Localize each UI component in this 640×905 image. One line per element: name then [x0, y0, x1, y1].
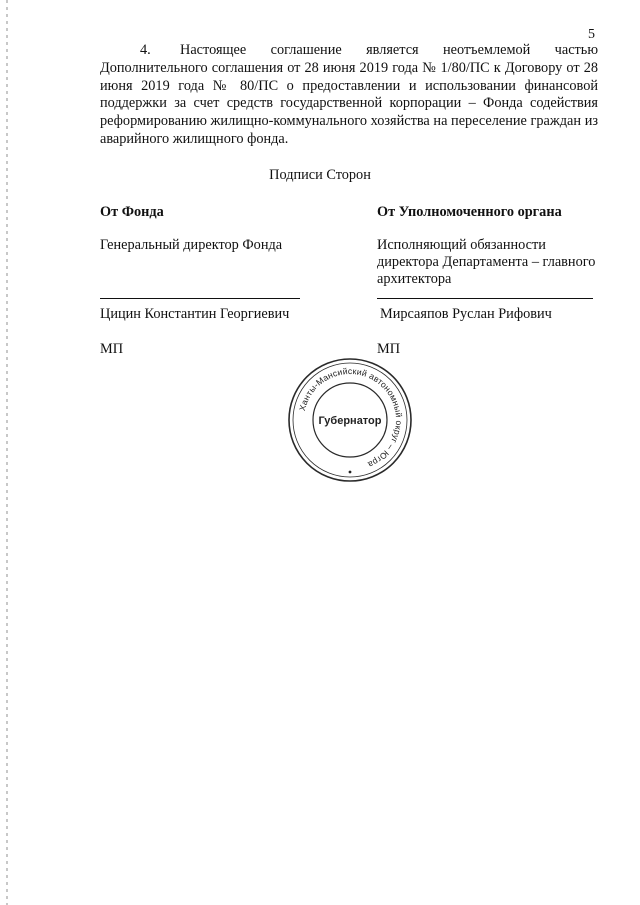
right-seal-mark: МП: [377, 341, 401, 357]
right-party-heading: От Уполномоченного органа: [377, 204, 562, 220]
official-stamp: [286, 356, 414, 484]
stamp-dot-icon: [349, 471, 352, 474]
signatures-title: Подписи Сторон: [269, 167, 371, 183]
left-signature-line: [100, 298, 300, 299]
clause-text: Настоящее соглашение является неотъемлемой частью Дополнительного соглашения от 28 июня 2019 года № 1/80/ПС к Договору от 28 июня 2019 года № 80/ПС о предоставлении и использовании финансовой поддержки за счет средств государственной корпорации – Фонда содействия реформированию жилищно-коммунального хозяйства на переселение граждан из аварийного жилищного фонда.: [100, 42, 598, 147]
left-seal-mark: МП: [100, 341, 124, 357]
scan-edge-artifact: [6, 0, 8, 905]
stamp-outer-text: Ханты-Мансийский автономный округ – Югра: [296, 365, 405, 470]
stamp-seal-icon: [286, 356, 414, 484]
clause-paragraph: [100, 42, 598, 149]
right-party-position-line2: директора Департамента – главного: [377, 254, 596, 270]
right-party-position-line1: Исполняющий обязанности: [377, 237, 546, 253]
left-party-name: Цицин Константин Георгиевич: [100, 306, 290, 322]
right-signature-line: [377, 298, 593, 299]
left-party-heading: От Фонда: [100, 204, 164, 220]
clause-number: 4.: [140, 42, 151, 58]
stamp-center-text: Губернатор: [318, 415, 382, 427]
page-number: 5: [588, 27, 595, 42]
right-party-position-line3: архитектора: [377, 271, 452, 287]
right-party-name: Мирсаяпов Руслан Рифович: [380, 306, 552, 322]
left-party-position: Генеральный директор Фонда: [100, 237, 283, 253]
